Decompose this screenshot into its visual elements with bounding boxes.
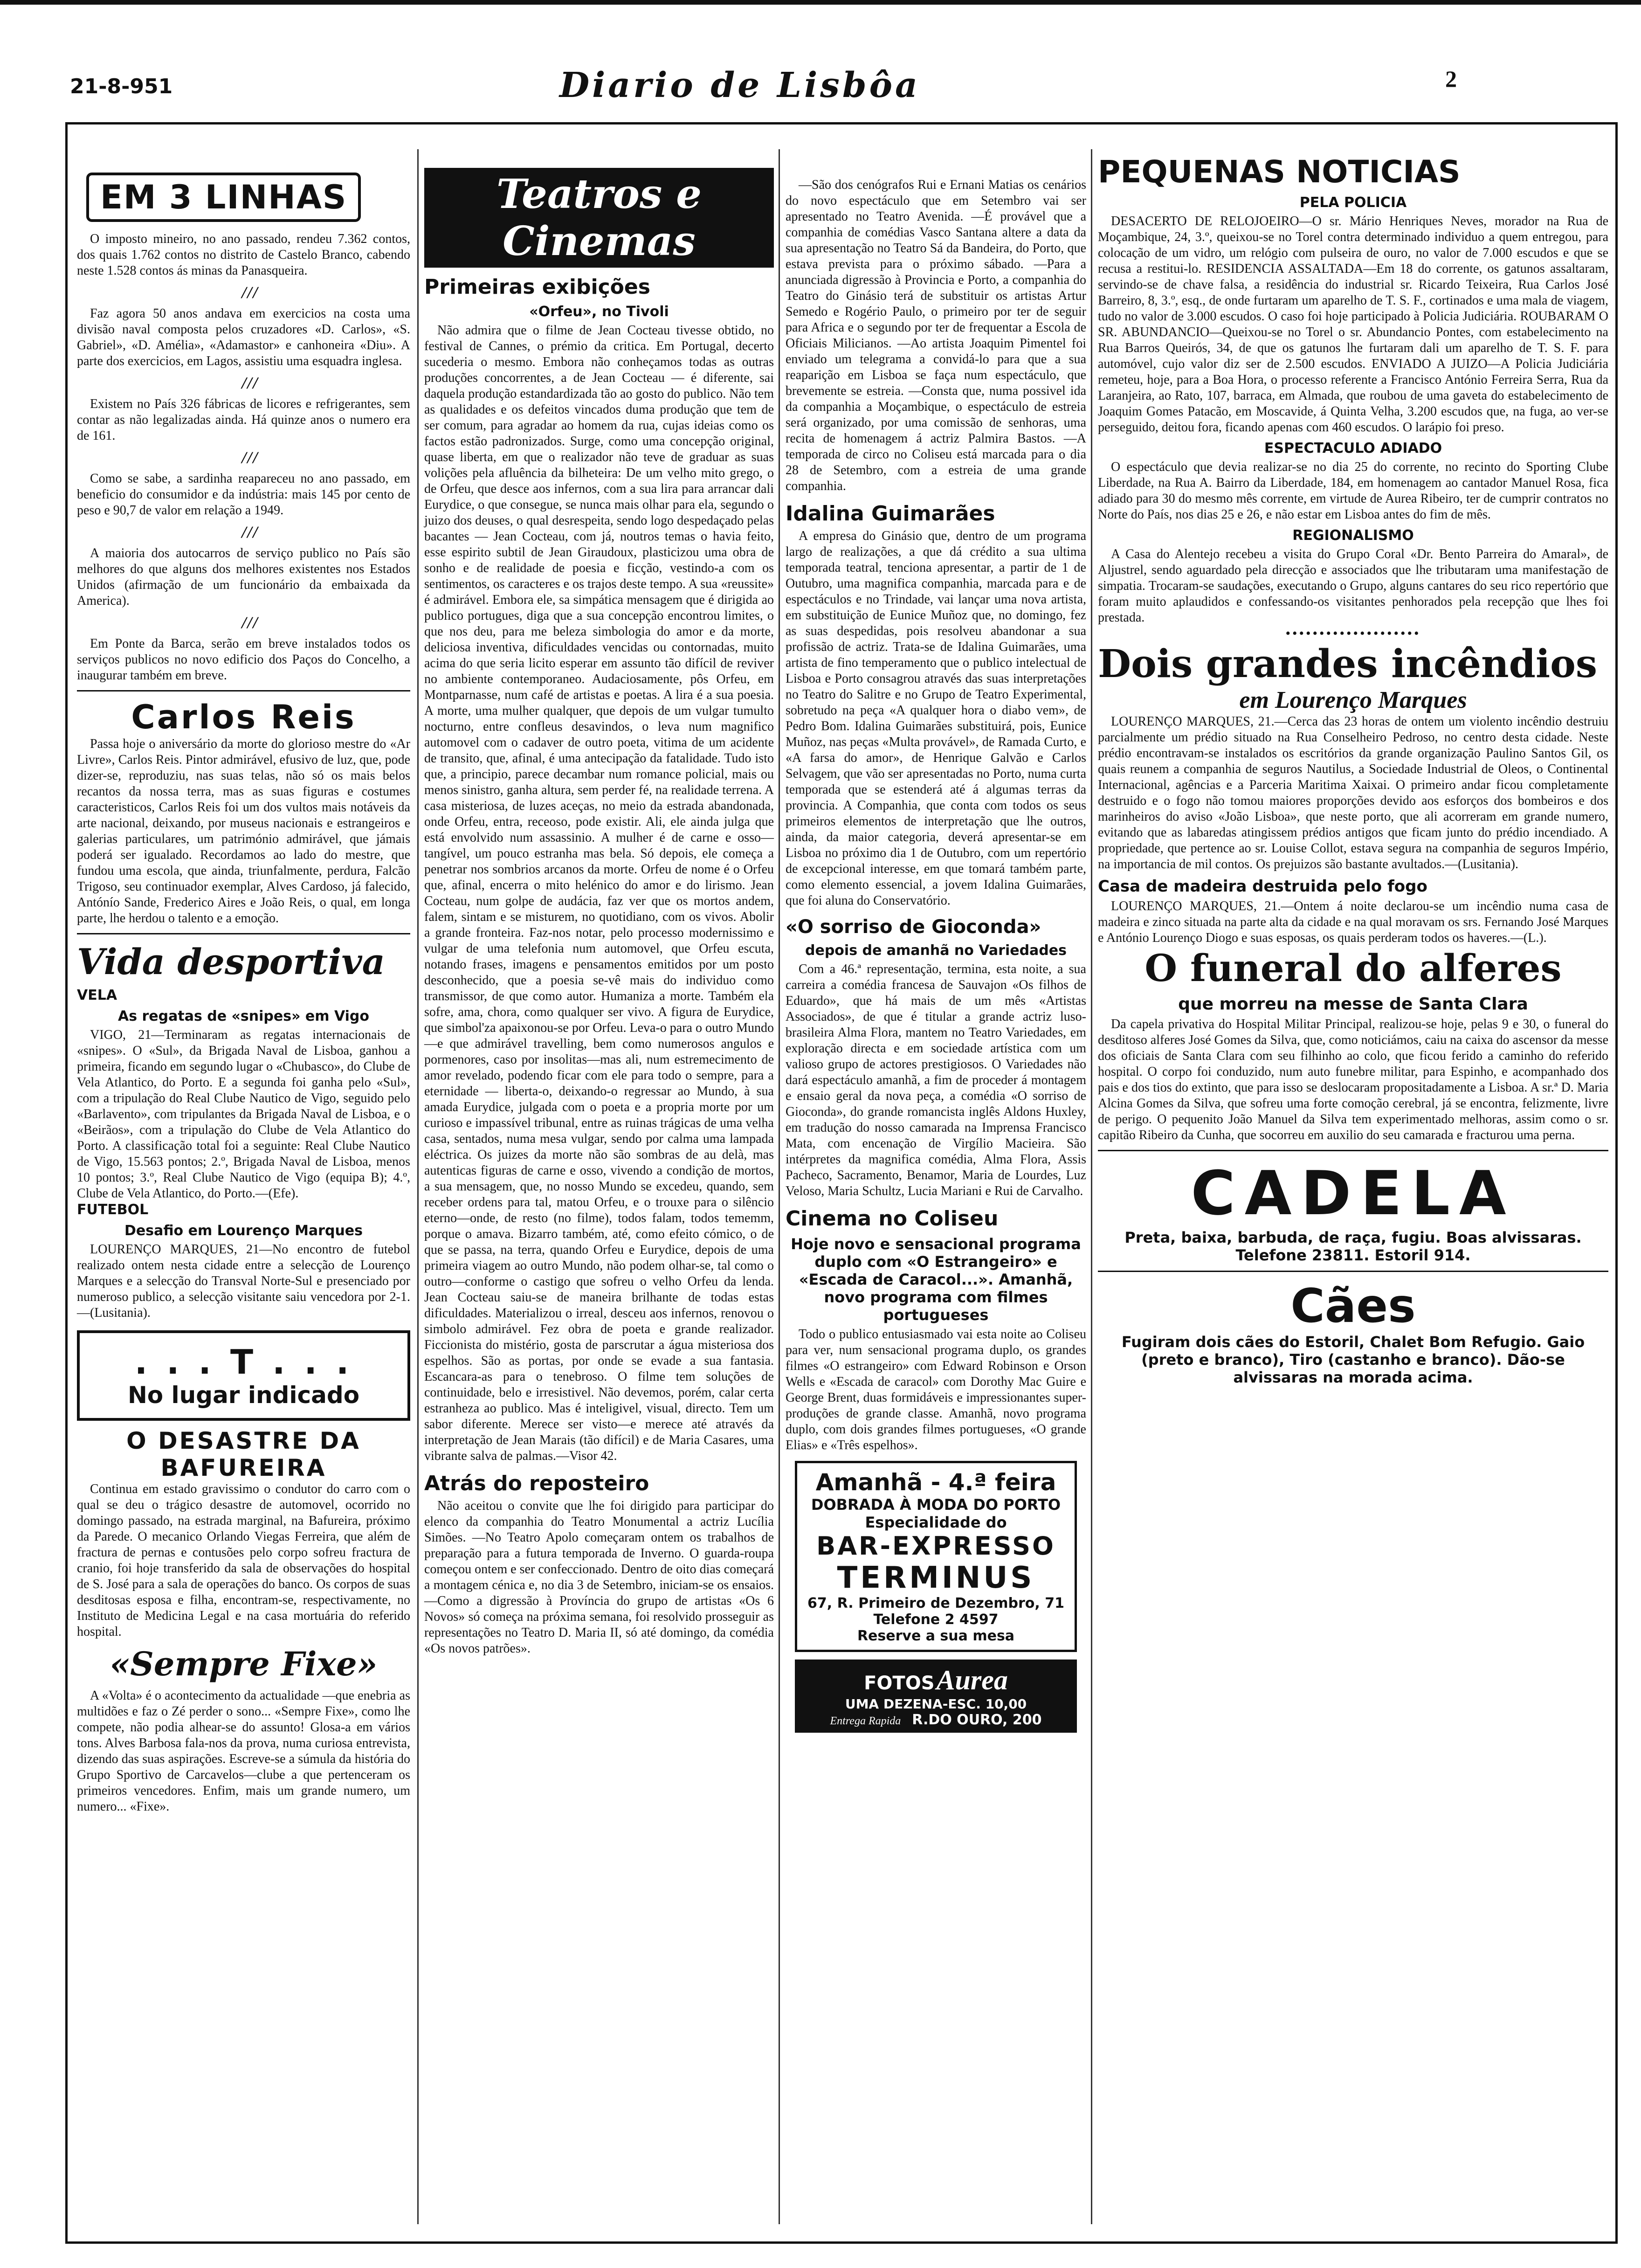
column-1 [77, 140, 410, 1815]
funeral-title: O funeral do alferes [1145, 946, 1562, 990]
gioconda-head: «O sorriso de Gioconda» [786, 916, 1041, 938]
carlos-reis-title: Carlos Reis [131, 698, 356, 736]
cadela-text: Preta, baixa, barbuda, de raça, fugiu. Boas alvissaras. Telefone 23811. Estoril 914. [1124, 1229, 1582, 1264]
page-number: 2 [1445, 66, 1457, 92]
vela-headline: As regatas de «snipes» em Vigo [117, 1008, 370, 1024]
funeral-subtitle: que morreu na messe de Santa Clara [1178, 995, 1528, 1014]
ad-line: Reserve a sua mesa [857, 1628, 1015, 1644]
reposteiro-head: Atrás do reposteiro [424, 1472, 649, 1495]
cadela-title: CADELA [1191, 1158, 1516, 1229]
column-3 [786, 140, 1086, 1737]
coliseu-head: Cinema no Coliseu [786, 1207, 999, 1231]
pela-policia-head: PELA POLICIA [1299, 194, 1407, 211]
coliseu-text: Todo o publico entusiasmado vai esta noite ao Coliseu para ver, num sensacional programa duplo, os grandes filmes «O estrangeiro» com Edward Robinson e Orson Wells e «Escada de caracol» com Dorothy Mac Guire e George Brent, duas formidáveis e impressionantes super-produções de grande classe. Amanhã, novo programa duplo, com dois grandes filmes portugueses, «O grande Elias» e «Três espelhos». [786, 1327, 1086, 1452]
column-rule-3 [1091, 149, 1092, 2224]
caes-text: Fugiram dois cães do Estoril, Chalet Bom Refugio. Gaio (preto e branco), Tiro (castanho e branco). Dão-se alvissaras na morada acima. [1121, 1333, 1585, 1386]
column-rule-2 [779, 149, 780, 2224]
idalina-text: A empresa do Ginásio que, dentro de um programa largo de realizações, a que dá crédito a sua ultima temporada teatral, tenciona apresentar, a partir de 1 de Outubro, uma magnifica companhia, marcada para e de espectáculos e no Trindade, vai lançar uma nova artista, em substituição de Eunice Muñoz que, no domingo, fez as suas despedidas, pois resolveu abandonar a sua profissão de actriz. Trata-se de Idalina Guimarães, uma artista de fino temperamento que o publico intelectual de Lisboa e Porto consagrou através das suas interpretações no Teatro do Salitre e no Grupo de Teatro Experimental, sobretudo na peça «A qualquer hora o diabo vem», de Pedro Bom. Idalina Guimarães substituirá, pois, Eunice Muñoz, nas peças «Multa provável», de Ramada Curto, e «A farsa do amor», de Henrique Galvão e Carlos Selvagem, que vão ser apresentadas no Porto, numa curta temporada que se estenderá até á algumas terras da provincia. A Companhia, que conta com todos os seus primeiros elementos de interpretação que lhe outros, ainda, da maior categoria, deverá apresentar-se em Lisboa no próximo dia 1 de Outubro, com um repertório de excepcional interesse, em que tomará também parte, como elemento essencial, a jovem Idalina Guimarães, que foi aluna do Conservatório. [786, 529, 1086, 908]
issue-date: 21-8-951 [70, 75, 173, 98]
em-3-linhas-list [77, 231, 410, 684]
orfeu-review-text: Não admira que o filme de Jean Cocteau tivesse obtido, no festival de Cannes, o prémio da critica. Em Portugal, decerto sucederia o mesmo. Embora não conheçamos todas as outras produções concorrentes, a de Jean Cocteau — é diferente, sai daquela produção estandardizada tão ao gosto do publico. Não tem as qualidades e os defeitos vincados duma produção que tem de ser comum, para agradar ao homem da rua, cujas ideias como os factos estão padronizados. Surge, como uma concepção original, quase liberta, em que o realizador não teve de graduar as suas volições pela afluência da bilheteira: De um velho mito grego, o de Orfeu, que desce aos infernos, com a sua lira para arrancar dali Eurydice, o que consegue, se nunca mais olhar para ela, segundo o juizo dos deuses, o qual desrespeita, sendo logo despedaçado pelas bacantes — Jean Cocteau, com já, noutros temas o havia feito, esse espirito subtil de Jean Giraudoux, plasticizou uma obra de sonho e de realidade de poesia e ficção, vestindo-a com os sentimentos, os caracteres e os trajos deste tempo. A sua «reussite» é admirável. Embora ele, sa simpática mensagem que é dirigida ao publico portugues, diga que a sua concepção encontrou limites, o que nos deu, para me beleza simbologia do amor e da morte, deliciosa inventiva, dificuldades vencidas ou contornadas, muito acima do que seria licito esperar em assunto tão difícil de reviver no ambiente contemporaneo. Audaciosamente, pôs Orfeu, em Montparnasse, num café de artistas e poetas. A lira é a sua poesia. A morte, uma mulher qualquer, que depois de um vulgar tumulto nocturno, entre confleus desavindos, o leva num magnifico automovel com o cadaver de outro poeta, vitima de um acidente de transito, que, afinal, é uma antecipação da fatalidade. Tudo isto que, a principio, parece decambar num romance policial, mais ou menos sinistro, ganha altura, sem perder fé, na realidade terrena. A casa misteriosa, de luzes aceças, no meio da estrada abandonada, onde Orfeu, entra, receoso, pode existir. Ali, ele ainda julga que está envolvido num assassinio. A mulher é de carne e osso—tangível, um pouco estranha mas bela. Só depois, ele começa a penetrar nos sombrios arcanos da morte. Orfeu de nome é o Orfeu que, afinal, encerra o mito helénico do amor e do lirismo. Jean Cocteau, num golpe de audácia, faz ver que os mortos andem, falem, sintam e se misturem, no quotidiano, com os vivos. Abolir a grande fronteira. Faz-nos notar, pelo processo modernissimo e vulgar de uma telefonia num automovel, que Orfeu escuta, notando frases, imagens e pensamentos emitidos por um posto desconhecido, que a poesia se-vê mais do individuo como transmissor, de que como autor. Humaniza a morte. Também ela sofre, ama, chora, como qualquer ser vivo. A figura de Eurydice, que simbol'za apaixonou-se por Orfeu. Leva-o para o outro Mundo—e que admirável travelling, bem como numerosos angulos e pormenores, caso por insolitas—mas ali, num estremecimento de amor revelado, podendo ficar com ele para todo o sempre, para a eternidade — liberta-o, deixando-o regressar ao Mundo, à sua amada Eurydice, julgada com o poeta e a propria morte por um curioso e impassível tribunal, entre as ruinas trágicas de uma velha casa, sentados, numa mesa vulgar, sendo por calma uma lampada eléctrica. Os juizes da morte não são sombras de au delà, mas autenticas figuras de carne e osso, vivendo a condição de mortos, a sua mensagem, que, no nosso Mundo se excedeu, quando, sem receber ordens para tal, matou Orfeu, e o trouxe para o silêncio eterno—onde, de resto (no filme), todos falam, todos tememm, porque o amava. Bizarro também, até, como efeito cómico, o de que se passa, na terra, quando Orfeu e Eurydice, depois de uma primeira viagem ao outro Mundo, não podem olhar-se, tal como o outro—conforme o castigo que sofreu o velho Orfeu da lenda. Jean Cocteau saiu-se de maneira brilhante de todas estas dificuldades. Materializou o irreal, desceu aos infernos, renovou o simbolo admirável. Fez obra de poeta e grande realizador. Ficcionista do mistério, gosta de parscrutar a água misteriosa dos espelhos. São as portas, por onde se evade a sua fantasia. Escancara-as para o tenebroso. O filme tem soluções de continuidade, belo e irresistivel. Não devemos, porém, calar certa estranheza ao publico. Mas é inteligivel, visual, directo. Tem um sabor diferente. Merece ser visto—e merece até através da interpretação de Jean Marais (tão difícil) e de Maria Casares, uma vibrante salva de palmas.—Visor 42. [424, 323, 774, 1463]
ad-line: FOTOS [864, 1673, 935, 1694]
news-item-4: Como se sabe, a sardinha reapareceu no ano passado, em beneficio do consumidor e da indústria: mais 145 por cento de peso e 90,7 de valor em relação a 1949. [77, 471, 410, 518]
ad-line: DOBRADA À MODA DO PORTO [811, 1496, 1061, 1514]
ad-line: Aurea [936, 1665, 1008, 1695]
ad-line: TERMINUS [837, 1561, 1035, 1595]
bafureira-title: O DESASTRE DA BAFUREIRA [126, 1427, 361, 1481]
carlos-reis-text: Passa hoje o aniversário da morte do glorioso mestre do «Ar Livre», Carlos Reis. Pintor admirável, efusivo de luz, que, pode dizer-se, reproduziu, nas suas telas, não só os mais belos recantos da nossa terra, mas as suas figuras e costumes caracteristicos, Carlos Reis foi um dos vultos mais notáveis da arte nacional, deixando, por museus nacionais e estrangeiros e galerias particulares, um património admirável, que jámais poderá ser igualado. Recordamos ao lado do mestre, que fundou uma escola, que ainda, triunfalmente, perdura, Falcão Trigoso, seu continuador exemplar, Alves Cardoso, já falecido, Antónío Sande, Frederico Aires e João Reis, o qual, em longa parte, lhe herdou o talento e a emoção. [77, 737, 410, 926]
divider [1098, 1150, 1608, 1151]
terminus-ad [795, 1461, 1077, 1652]
gioconda-text: Com a 46.ª representação, termina, esta noite, a sua carreira a comédia francesa de Sauvajon «Os filhos de Eduardo», que há mais de um mês «Artistas Associados», de que é titular a grande actriz luso-brasileira Alma Flora, mantem no Teatro Variedades, em exploração directa e em sociedade artística com um valioso grupo de actores prestigiosos. O Variedades não dará espectáculo amanhã, a fim de proceder á montagem e ensaio geral da nova peça, a comédia «O sorriso de Gioconda», do grande romancista inglês Aldons Huxley, em tradução do nosso camarada na Imprensa Francisco Mata, com encenação de Virgílio Macieira. São intérpretes da magnifica comédia, Alma Flora, Assis Pacheco, Sacramento, Benamor, Maria de Lourdes, Luz Veloso, Maria Schultz, Lucia Mariani e Rui de Carvalho. [786, 962, 1086, 1198]
incendios-text: LOURENÇO MARQUES, 21.—Cerca das 23 horas de ontem um violento incêndio destruiu parcialmente um prédio situado na Rua Conselheiro Pedroso, no centro desta cidade. Neste prédio encontravam-se instalados os escritórios da grande organização Paulino Santos Gil, os quais reunem a companhia de seguros Nautilus, a Sociedade Industrial de Oleos, o Continental Internacional, agências e a Parceria Maritima Xaixai. O primeiro andar ficou completamente destruido e o fogo não tomou maiores proporções devido aos esforços dos bombeiros e dos marinheiros do aviso «João Lisboa», que neste porto, que ali acorreram em grande numero, evitando que as labaredas atingissem prédios antigos que ficam junto do prédio incendiado. A propriedade, que pertence ao sr. Louise Collot, estava segura na companhia de seguros Império, na importancia de mil contos. Os prejuizos são bastante avultados.—(Lusitania). [1098, 714, 1608, 871]
funeral-text: Da capela privativa do Hospital Militar Principal, realizou-se hoje, pelas 9 e 30, o funeral do desditoso alferes José Gomes da Silva, que, como noticiámos, caiu na caixa do ascensor da messe dos oficiais de Santa Clara com seu filhinho ao colo, que ficou ferido a caminho do referido hospital. O corpo foi conduzido, num auto funebre militar, para Espinho, e acompanhado dos pais e dos tios do extinto, que para isso se deslocaram propositadamente a Lisboa. A sr.ª D. Maria Alcina Gomes da Silva, que sofreu uma forte comoção cerebral, já se encontra, felizmente, livre de perigo. O pequenito João Manuel da Silva tem experimentado melhoras, assim como o sr. capitão Ribeiro da Cunha, que socorreu em auxilio do seu camarada e fracturou uma perna. [1098, 1017, 1608, 1142]
pequenas-noticias-title: PEQUENAS NOTICIAS [1098, 154, 1461, 190]
column-rule-1 [417, 149, 419, 2224]
separator: /// [241, 613, 259, 632]
madeira-head: Casa de madeira destruida pelo fogo [1098, 877, 1427, 896]
vela-label: VELA [77, 987, 117, 1003]
futebol-text: LOURENÇO MARQUES, 21—No encontro de futebol realizado ontem nesta cidade entre a selecção de Lourenço Marques e a selecção do Transval Norte-Sul e presenciado por numeroso publico, a selecção visitante saiu vencedora por 2-1.—(Lusitania). [77, 1242, 410, 1320]
divider [77, 690, 410, 691]
bafureira-text: Continua em estado gravissimo o condutor do carro com o qual se deu o trágico desastre de automovel, ocorrido no domingo passado, na estrada marginal, na Bafureira, próximo da Parede. O mecanico Orlando Viegas Ferreira, que além de fractura de pernas e contusões pelo corpo sofreu fractura de cranio, foi hoje transferido da sala de observações do hospital de S. José para a sala de operações do banco. Os corpos de suas desditosas esposa e filha, encontram-se, respectivamente, no Instituto de Medicina Legal e na casa mortuária do referido hospital. [77, 1482, 410, 1639]
incendios-subtitle: em Lourenço Marques [1239, 687, 1467, 713]
caes-title: Cães [1290, 1279, 1416, 1333]
reposteiro-text: Não aceitou o convite que lhe foi dirigido para participar do elenco da companhia do Teatro Monumental a actriz Lucília Simões. —No Teatro Apolo começaram ontem os trabalhos de preparação para a futura temporada de Inverno. O guarda-roupa começou ontem e ser confeccionado. Dentro de oito dias começará a montagem cénica e, no dia 3 de Setembro, iniciam-se os ensaios. —Como a digressão à Província do grupo de artistas «Os 6 Novos» só começa na próxima semana, foi resolvido prosseguir as representações no Teatro D. Maria II, só até domingo, da comédia «Os novos patrões». [424, 1499, 774, 1656]
madeira-text: LOURENÇO MARQUES, 21.—Ontem á noite declarou-se um incêndio numa casa de madeira e zinco situada na parte alta da cidade e na qual moravam os srs. Fernando José Marques e António Lourenço Diogo e suas esposas, os quais perderam todos os haveres.—(L.). [1098, 899, 1608, 945]
divider [77, 933, 410, 934]
t-banner [77, 1330, 410, 1421]
news-item-3: Existem no País 326 fábricas de licores e refrigerantes, sem contar as não legalizadas ainda. Há quinze anos o numero era de 161. [77, 397, 410, 443]
column-4 [1098, 140, 1608, 1386]
dotted-divider: •••••••••••••••••••• [1285, 626, 1421, 641]
fotos-aurea-ad [795, 1660, 1077, 1733]
gioconda-subhead: depois de amanhã no Variedades [805, 942, 1067, 959]
t-banner-subtitle: No lugar indicado [127, 1382, 360, 1409]
t-banner-title: . . . T . . . [134, 1342, 353, 1382]
orfeu-headline: «Orfeu», no Tivoli [529, 304, 669, 320]
vida-desportiva-title: Vida desportiva [77, 941, 385, 982]
top-rule [0, 0, 1641, 5]
ad-line: Entrega Rapida [830, 1715, 901, 1727]
ad-line: Telefone 2 4597 [873, 1611, 999, 1628]
futebol-label: FUTEBOL [77, 1202, 149, 1218]
news-item-2: Faz agora 50 anos andava em exercicios na costa uma divisão naval composta pelos cruzadores «D. Carlos», «S. Gabriel», «D. Amélia», «Adamastor» e canhoneira «Diu». A parte dos exercicios, em Lagos, assistiu uma esquadra inglesa. [77, 306, 410, 368]
regionalismo-text: A Casa do Alentejo recebeu a visita do Grupo Coral «Dr. Bento Parreira do Amaral», de Aljustrel, sendo aguardado pela direcção e associados que lhe tributaram uma manifestação de simpatia. Trocaram-se saudações, executando o Grupo, alguns cantares do seu rico repertório que foram muito aplaudidos e confessando-os visitantes penhorados pela recepção que lhes foi prestada. [1098, 547, 1608, 625]
separator: /// [241, 283, 259, 302]
sempre-fixe-title: «Sempre Fixe» [110, 1645, 378, 1683]
primeiras-exibicoes-head: Primeiras exibições [424, 275, 650, 299]
ad-line: UMA DEZENA-ESC. 10,00 [845, 1696, 1027, 1712]
ad-line: 67, R. Primeiro de Dezembro, 71 [807, 1595, 1064, 1611]
news-item-1: O imposto mineiro, no ano passado, rendeu 7.362 contos, dos quais 1.762 contos no distrito de Castelo Branco, cabendo neste 1.528 contos ás minas da Panasqueira. [77, 232, 410, 278]
separator: /// [241, 523, 259, 541]
idalina-head: Idalina Guimarães [786, 502, 995, 526]
em-3-linhas-title: EM 3 LINHAS [86, 173, 361, 222]
ad-line: BAR-EXPRESSO [816, 1531, 1055, 1561]
adiado-text: O espectáculo que devia realizar-se no dia 25 do corrente, no recinto do Sporting Clube Liberdade, na Rua A. Bairro da Liberdade, 184, em homenagem ao cantador Manuel Rosa, fica adiado para 30 do mesmo mês corrente, em virtude de Aurea Ribeiro, ter de cumprir contratos no Norte do País, nos dias 25 e 26, e não estar em Lisboa antes do fim de mês. [1098, 460, 1608, 522]
teatros-cinemas-title: Teatros e Cinemas [424, 168, 774, 268]
newspaper-title: Diario de Lisbôa [559, 65, 920, 105]
theatre-notes-text: —São dos cenógrafos Rui e Ernani Matias os cenários do novo espectáculo que em Setembro vai ser apresentado no Teatro Avenida. —É provável que a companhia de comédias Vasco Santana altere a data da sua apresentação no Teatro Sá da Bandeira, do Porto, que estava prevista para o próximo sábado. —Para a anunciada digressão à Provincia e Porto, a companhia do Teatro do Ginásio terá de substituir os artistas Artur Semedo e Rogério Paulo, o primeiro por ter de seguir para Africa e o segundo por ter de frequentar a Escola de Oficiais Milicianos. —Ao artista Joaquim Pimentel foi enviado um telegrama a convidá-lo para que a sua reaparição em Lisboa se faça num espectáculo, que brevemente se estreia. —Consta que, numa possivel ida da companhia a Moçambique, o espectáculo de estreia será organizado, por uma comissão de senhoras, uma recita de homenagem á actriz Palmira Bastos. —A temporada de circo no Coliseu está marcada para o dia 28 de Setembro, com a estreia de uma grande companhia. [786, 178, 1086, 493]
sempre-fixe-text: A «Volta» é o acontecimento da actualidade —que enebria as multidões e faz o Zé perder o sono... «Sempre Fixe», como lhe compete, não podia alhear-se do assunto! Glosa-a em vários tons. Alves Barbosa fala-nos da prova, numa curiosa entrevista, dizendo das suas aspirações. Escreve-se a súmula da história do Grupo Sportivo de Carcavelos—clube a que pertenceram os primeiros vencedores. Enfim, mais um grande numero, um numero... «Fixe». [77, 1688, 410, 1814]
vela-text: VIGO, 21—Terminaram as regatas internacionais de «snipes». O «Sul», da Brigada Naval de Lisboa, ganhou a primeira, ficando em segundo lugar o «Chubasco», do Clube de Vela Atlantico, do Porto. E a segunda foi ganha pelo «Sul», com a tripulação do Real Clube Nautico de Vigo, seguido pelo «Barlavento», com tripulantes da Brigada Naval de Lisboa, e o «Beirãos», com a tripulação do Clube de Vela Atlantico do Porto. A classificação total foi a seguinte: Real Clube Nautico de Vigo, 15.563 pontos; 2.º, Brigada Naval de Lisboa, menos 10 pontos; 3.º, Real Clube Nautico de Vigo (equipa B); 4.º, Clube de Vela Atlantico, do Porto.—(Efe). [77, 1028, 410, 1201]
incendios-title: Dois grandes incêndios [1098, 642, 1598, 686]
pela-policia-text: DESACERTO DE RELOJOEIRO—O sr. Mário Henriques Neves, morador na Rua de Moçambique, 24, 3.º, queixou-se no Torel contra determinado individuo a quem entregou, para colocação de um vidro, um relógio com pulseira de ouro, no valor de 7.000 escudos e que se recusa a restitui-lo. RESIDENCIA ASSALTADA—Em 18 do corrente, os gatunos assaltaram, servindo-se de chave falsa, a residência do industrial sr. Ricardo Teixeira, Rua Carlos José Barreiro, 8, 3.º, esq., de onde furtaram um aparelho de T. S. F., cortinados e uma mala de viagem, tudo no valor de 3.000 escudos. O caso foi hoje participado à Policia Judiciária. ROUBARAM O SR. ABUNDANCIO—Queixou-se no Torel o sr. Abundancio Pontes, com estabelecimento na Rua Barros Queirós, 34, de que os gatunos lhe furtaram dali um aparelho de T. S. F. para automóvel, cujo valor diz ser de 2.500 escudos. ENVIADO A JUIZO—A Policia Judiciária remeteu, hoje, para a Boa Hora, o processo referente a Francisco António Ferreira Serra, Rua da Laranjeira, ao Rato, 107, barraca, em Almada, que roubou de uma gaveta do estabelecimento de Joaquim Gomes Patacão, em Moscavide, á Quinta Velha, 3.200 escudos que, na fuga, ao ver-se perseguido, deitou fora, ficando apenas com 460 escudos. O larápio foi preso. [1098, 214, 1608, 435]
separator: /// [241, 448, 259, 467]
news-item-5: A maioria dos autocarros de serviço publico no País são melhores do que alguns dos melhores existentes nos Estados Unidos (afirmação de um funcionário da embaixada da America). [77, 546, 410, 608]
divider [1098, 1271, 1608, 1272]
ad-line: Amanhã - 4.ª feira [815, 1469, 1056, 1496]
futebol-headline: Desafio em Lourenço Marques [124, 1223, 363, 1239]
ad-line: Especialidade do [865, 1514, 1007, 1531]
regionalismo-head: REGIONALISMO [1292, 527, 1414, 544]
column-2 [424, 140, 774, 1657]
ad-line: R.DO OURO, 200 [912, 1712, 1042, 1728]
separator: /// [241, 373, 259, 392]
news-item-6: Em Ponte da Barca, serão em breve instalados todos os serviços publicos no novo edificio dos Paços do Concelho, a inaugurar também em breve. [77, 636, 410, 683]
coliseu-subhead: Hoje novo e sensacional programa duplo com «O Estrangeiro» e «Escada de Caracol...». Amanhã, novo programa com filmes portugueses [791, 1235, 1081, 1324]
adiado-head: ESPECTACULO ADIADO [1264, 440, 1442, 456]
